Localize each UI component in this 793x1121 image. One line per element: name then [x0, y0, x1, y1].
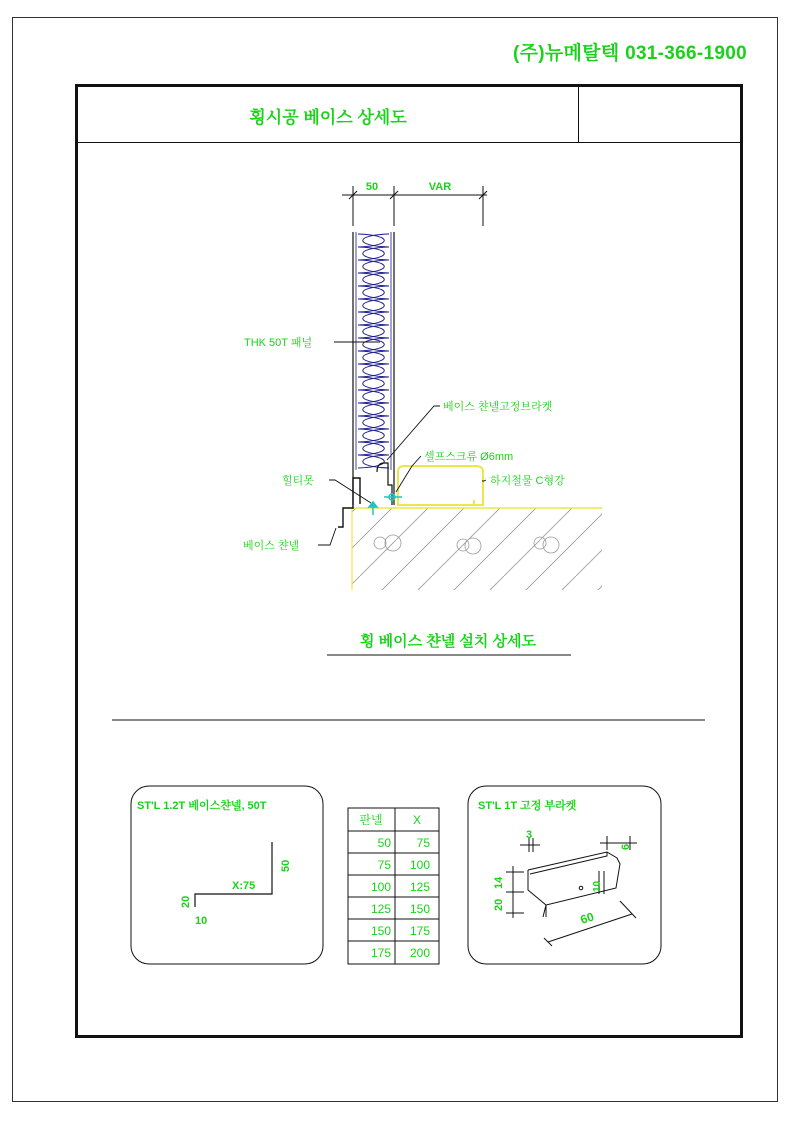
bracket-dim-10: 10 [592, 880, 603, 892]
bracket-dim-6: 6 [620, 843, 632, 850]
bracket-dim-60: 60 [578, 909, 596, 927]
insulation-pattern [358, 234, 389, 468]
label-base-channel: 베이스 챤넬 [243, 540, 300, 552]
drawing-title: 횡시공 베이스 상세도 [249, 108, 407, 127]
table-cell-panel: 175 [370, 946, 391, 960]
company-contact: (주)뉴메탈텍 031-366-1900 [512, 43, 747, 64]
floor-section [352, 508, 602, 590]
table-cell-x: 125 [409, 880, 430, 894]
bracket-dim-14: 14 [493, 876, 505, 889]
channel-profile [195, 842, 272, 907]
bracket-dim-3: 3 [525, 829, 533, 841]
label-steel: 하지철물 C형강 [490, 475, 565, 487]
table-cell-x: 75 [416, 836, 430, 850]
table-cell-x: 150 [409, 902, 430, 916]
label-hilti: 힐티못 [282, 475, 314, 487]
bracket-box-title: ST'L 1T 고정 부라켓 [478, 800, 577, 812]
bracket-dim-20: 20 [493, 898, 505, 911]
table-cell-panel: 150 [370, 924, 391, 938]
top-dimension [342, 186, 487, 226]
table-cell-panel: 125 [370, 902, 391, 916]
label-bracket: 베이스 챤넬고정브라켓 [443, 401, 553, 413]
table-cell-x: 200 [409, 946, 430, 960]
label-screw: 셀프스크류 Ø6mm [424, 451, 514, 463]
detail-caption: 횡 베이스 챤넬 설치 상세도 [359, 633, 537, 650]
table-header-panel: 판넬 [359, 813, 383, 827]
label-panel: THK 50T 패널 [244, 337, 313, 349]
table-header-x: X [412, 813, 422, 827]
channel-dim-height: 50 [280, 859, 292, 872]
table-cell-panel: 50 [377, 836, 391, 850]
dim-label-var: VAR [428, 181, 452, 193]
table-cell-x: 175 [409, 924, 430, 938]
channel-dim-x: X:75 [232, 880, 256, 892]
table-cell-x: 100 [409, 858, 430, 872]
table-cell-panel: 75 [377, 858, 391, 872]
bracket-drawing [506, 836, 637, 946]
c-steel [398, 466, 483, 505]
self-screw-icon [384, 494, 402, 500]
channel-box-title: ST'L 1.2T 베이스챤넬, 50T [137, 800, 267, 812]
channel-dim-lip-h: 20 [180, 895, 192, 908]
channel-detail-box [131, 786, 323, 964]
bracket-detail-box [468, 786, 661, 964]
dim-label-50: 50 [365, 181, 379, 193]
channel-dim-lip-w: 10 [195, 915, 208, 927]
table-cell-panel: 100 [370, 880, 391, 894]
